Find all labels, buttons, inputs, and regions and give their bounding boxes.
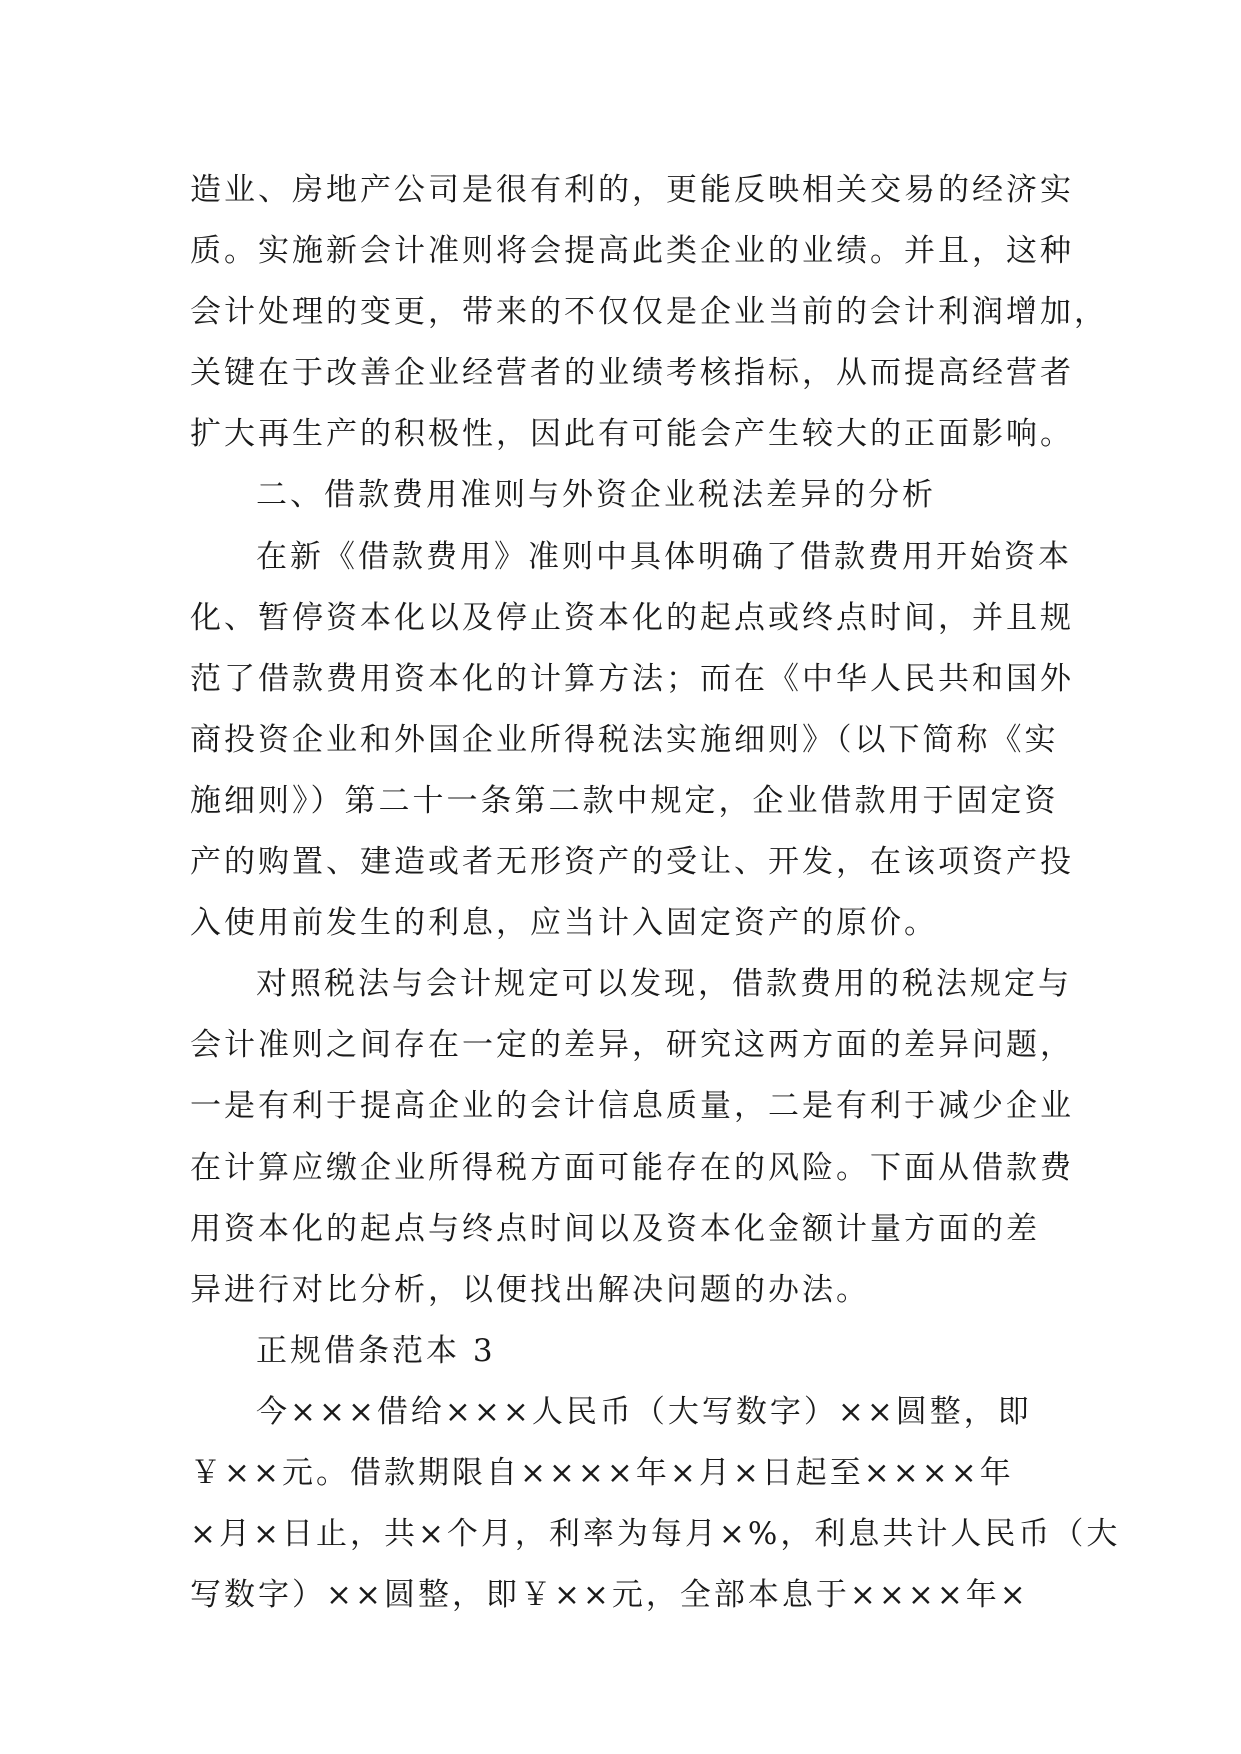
text-line: 质。实施新会计准则将会提高此类企业的业绩。并且，这种: [190, 233, 1074, 270]
paragraph-start: 对照税法与会计规定可以发现，借款费用的税法规定与: [256, 966, 1072, 1003]
text-line: 会计处理的变更，带来的不仅仅是企业当前的会计利润增加，: [190, 294, 1108, 331]
section-heading: 正规借条范本 3: [256, 1332, 496, 1369]
text-line: 用资本化的起点与终点时间以及资本化金额计量方面的差: [190, 1210, 1040, 1247]
text-line: 扩大再生产的积极性，因此有可能会产生较大的正面影响。: [190, 416, 1074, 453]
text-line: 商投资企业和外国企业所得税法实施细则》（以下简称《实: [190, 721, 1059, 758]
document-body: [190, 160, 1121, 1626]
text-line: 关键在于改善企业经营者的业绩考核指标，从而提高经营者: [190, 355, 1074, 392]
section-heading: 二、借款费用准则与外资企业税法差异的分析: [256, 477, 936, 514]
text-line: 入使用前发生的利息，应当计入固定资产的原价。: [190, 905, 938, 942]
paragraph-start: 今×××借给×××人民币（大写数字）××圆整，即: [256, 1393, 1032, 1430]
text-line: 会计准则之间存在一定的差异，研究这两方面的差异问题，: [190, 1027, 1074, 1064]
text-line: 范了借款费用资本化的计算方法；而在《中华人民共和国外: [190, 660, 1074, 697]
text-line: ￥××元。借款期限自××××年×月×日起至××××年: [190, 1454, 1014, 1491]
text-line: 造业、房地产公司是很有利的，更能反映相关交易的经济实: [190, 172, 1074, 208]
text-line: ×月×日止，共×个月，利率为每月×%，利息共计人民币（大: [190, 1516, 1121, 1553]
text-line: 产的购置、建造或者无形资产的受让、开发，在该项资产投: [190, 844, 1074, 881]
text-line: 施细则》）第二十一条第二款中规定，企业借款用于固定资: [190, 782, 1059, 819]
text-line: 一是有利于提高企业的会计信息质量，二是有利于减少企业: [190, 1088, 1074, 1125]
paragraph-start: 在新《借款费用》准则中具体明确了借款费用开始资本: [256, 538, 1072, 575]
text-line: 写数字）××圆整，即￥××元，全部本息于××××年×: [190, 1577, 1029, 1614]
text-line: 化、暂停资本化以及停止资本化的起点或终点时间，并且规: [190, 599, 1074, 636]
text-line: 异进行对比分析，以便找出解决问题的办法。: [190, 1271, 870, 1308]
text-line: 在计算应缴企业所得税方面可能存在的风险。下面从借款费: [190, 1149, 1074, 1186]
